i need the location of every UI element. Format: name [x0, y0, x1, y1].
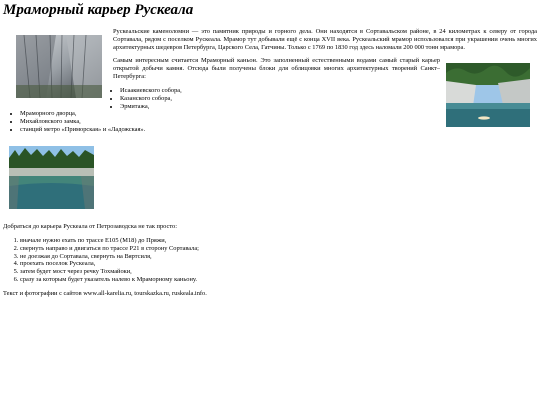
list-item: • Михайловского замка,	[20, 118, 220, 126]
canyon-lake-photo	[9, 146, 94, 209]
list-item: • станций метро «Приморская» и «Ладожская».	[20, 126, 220, 134]
list-item: 1. вначале нужно ехать по трассе Е105 (М18) до Пряжи,	[20, 237, 320, 245]
list-item: • Мраморного дворца,	[20, 110, 220, 118]
canyon-boat-photo	[446, 63, 530, 127]
route-steps-list	[13, 237, 320, 284]
buildings-list-continued	[13, 110, 220, 133]
list-item: • Исаакиевского собора,	[120, 87, 270, 95]
buildings-list	[113, 87, 270, 110]
canyon-paragraph: Самым интересным считается Мраморный каньон. Это заполненный естественными водами самый старый карьер открытой добычи камня. Отсюда были получены блоки для облицовки многих архитектурных творений Санкт–Петербурга:	[113, 57, 440, 80]
intro-paragraph: Рускеальские каменоломни — это памятник природы и горного дела. Они находятся в Сортавальском районе, в 24 километрах к северу от города Сортавала, рядом с поселком Рускеала. Мрамор тут добывали ещё с конца XVII века. Рускеальский мрамор использовался при украшении очень многих архитектурных шедевров Петербурга, Царского Села, Гатчины. Только с 1769 по 1830 год здесь наломали 200 000 тонн мрамора.	[113, 28, 537, 51]
list-item: • Эрмитажа,	[120, 103, 270, 111]
page-title: Мраморный карьер Рускеала	[3, 2, 194, 18]
credits: Текст и фотографии с сайтов www.all-karelia.ru, tourskazka.ru, ruskeala.info.	[3, 290, 207, 297]
list-item: 5. затем будет мост через речку Тохмайоки,	[20, 268, 320, 276]
list-item: 3. не доезжая до Сортавала, свернуть на Вяртсиля,	[20, 253, 320, 261]
route-intro: Добраться до карьера Рускеала от Петрозаводска не так просто:	[3, 223, 178, 230]
list-item: • Казанского собора,	[120, 95, 270, 103]
list-item: 4. проехать поселок Рускеала,	[20, 260, 320, 268]
list-item: 6. сразу за которым будет указатель налево к Мраморному каньону.	[20, 276, 320, 284]
list-item: 2. свернуть направо и двигаться по трассе Р21 в сторону Сортавала;	[20, 245, 320, 253]
quarry-wall-photo	[16, 35, 102, 98]
